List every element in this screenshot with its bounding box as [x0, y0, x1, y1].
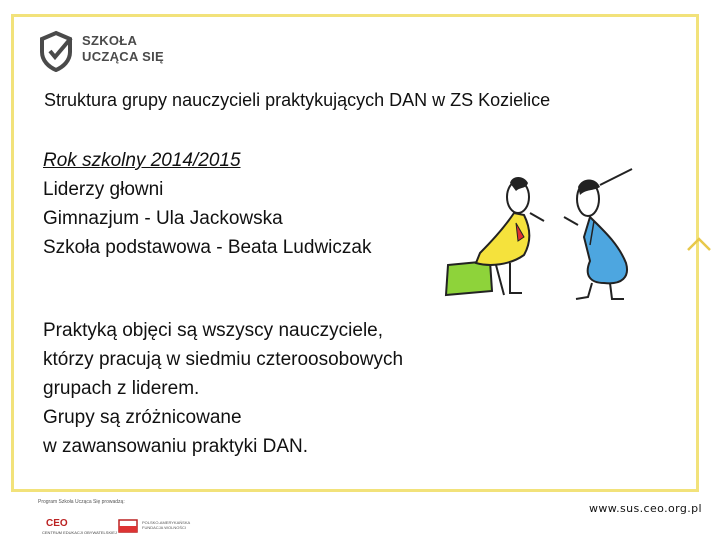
logo-line-1: SZKOŁA	[82, 33, 138, 48]
fund-logo	[116, 518, 216, 536]
ceo-logo	[38, 518, 117, 536]
flag-icon	[118, 519, 138, 533]
description-line: Praktyką objęci są wszyscy nauczyciele,	[43, 320, 384, 341]
shield-check-icon	[38, 30, 74, 72]
ceo-logo-subtitle: CENTRUM EDUKACJI OBYWATELSKIEJ	[42, 530, 117, 535]
description-line: w zawansowaniu praktyki DAN.	[43, 436, 309, 457]
leader-gimnazjum: Gimnazjum - Ula Jackowska	[43, 208, 283, 229]
fund-logo-line: POLSKO-AMERYKAŃSKA	[142, 520, 191, 525]
two-people-talking-illustration	[440, 165, 650, 305]
ceo-logo-text: CEO	[46, 518, 68, 529]
leader-podstawowa: Szkoła podstawowa - Beata Ludwiczak	[43, 237, 372, 258]
right-person-figure	[564, 169, 632, 299]
school-year-heading: Rok szkolny 2014/2015	[43, 150, 241, 171]
website-url: www.sus.ceo.org.pl	[588, 502, 702, 515]
fund-logo-text	[142, 520, 190, 530]
description-block	[43, 316, 403, 461]
logo-text	[82, 33, 164, 65]
fund-logo-line: FUNDACJA WOLNOŚCI	[142, 525, 187, 530]
slide-title: Struktura grupy nauczycieli praktykujących DAN w ZS Kozielice	[44, 90, 551, 110]
footer-program-label: Program Szkoła Ucząca Się prowadzą:	[38, 499, 125, 505]
description-line: Grupy są zróżnicowane	[43, 407, 242, 428]
footer-logos	[30, 496, 220, 540]
leaders-label: Liderzy głowni	[43, 179, 164, 200]
left-stool-icon	[446, 261, 492, 295]
logo	[38, 30, 188, 75]
logo-line-2: UCZĄCA SIĘ	[82, 49, 164, 64]
leaders-block	[43, 146, 371, 262]
description-line: grupach z liderem.	[43, 378, 200, 399]
chevron-up-icon	[686, 236, 712, 252]
description-line: którzy pracują w siedmiu czteroosobowych	[43, 349, 404, 370]
